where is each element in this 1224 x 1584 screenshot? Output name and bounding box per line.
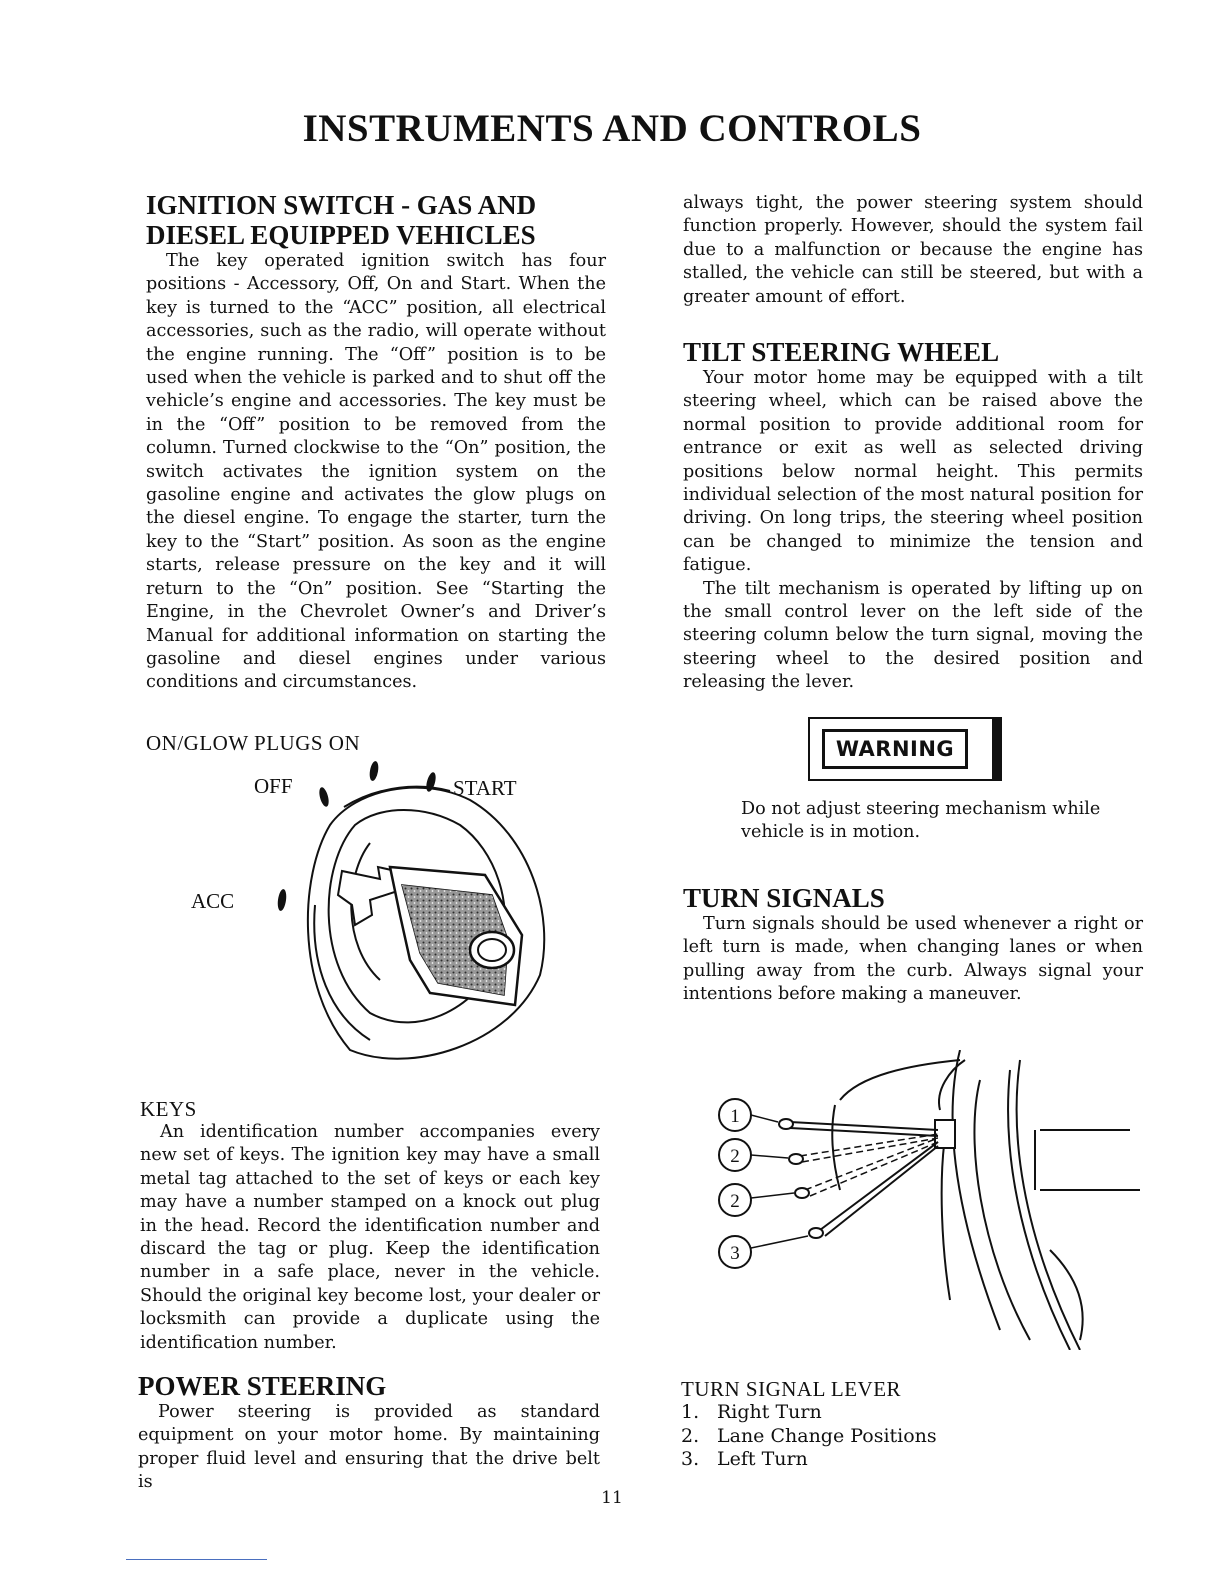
turn-signal-lever-list (681, 1401, 1141, 1472)
power-steering-body-right: always tight, the power steering system should function properly. However, should the system fail due to a malfunction or because the engine has stalled, the vehicle can still be steered, but with a greater amount of effort. (683, 193, 1143, 307)
list-item-text: Left Turn (717, 1448, 808, 1470)
callout-3 (719, 1236, 808, 1268)
list-item (681, 1425, 1141, 1449)
keys-body: An identification number accompanies every new set of keys. The ignition key may have a small metal tag attached to the set of keys or each key may have a number stamped on a knock out plug in the head. Record the identification number and discard the tag or plug. Keep the identification number in a safe place, never in the vehicle. Should the original key become lost, your dealer or locksmith can provide a duplicate using the identification number. (140, 1122, 600, 1353)
list-item-text: Lane Change Positions (717, 1424, 937, 1447)
turn-signal-lever-heading: TURN SIGNAL LEVER (681, 1377, 902, 1401)
callout-1-text: 1 (730, 1106, 740, 1127)
callout-2a (719, 1139, 788, 1171)
tilt-para1: Your motor home may be equipped with a tilt steering wheel, which can be raised above the normal position to provide additional room for entrance or exit as well as selected driving positions below normal height. This permits individual selection of the most natural position for driving. On long trips, the steering wheel position can be changed to minimize the tension and fatigue. (683, 368, 1143, 576)
warning-box (808, 717, 1002, 781)
tilt-heading: TILT STEERING WHEEL (683, 337, 1000, 367)
keys-heading: KEYS (140, 1097, 197, 1121)
tilt-section (683, 337, 1143, 695)
list-item-text: Right Turn (717, 1401, 822, 1423)
warning-text: Do not adjust steering mechanism while vehicle is in motion. (741, 799, 1101, 843)
ignition-body: The key operated ignition switch has four positions - Accessory, Off, On and Start. When the key is turned to the “ACC” position, all electrical accessories, such as the radio, will operate without the engine running. The “Off” position is to be used when the vehicle is parked and to shut off the vehicle’s engine and accessories. The key must be in the “Off” position to be removed from the column. Turned clockwise to the “On” position, the switch activates the ignition system on the gasoline engine and activates the glow plugs on the diesel engine. To engage the starter, turn the key to the “Start” position. As soon as the engine starts, release pressure on the key and it will return to the “On” position. See “Starting the Engine, in the Chevrolet Owner’s and Driver’s Manual for additional information on starting the gasoline and diesel engines under various conditions and circumstances. (146, 251, 606, 693)
callout-3-text: 3 (730, 1243, 740, 1264)
label-on-glow-plugs: ON/GLOW PLUGS ON (146, 731, 361, 755)
turn-signals-body: Turn signals should be used whenever a right or left turn is made, when changing lanes or when pulling away from the curb. Always signal your intentions before making a maneuver. (683, 914, 1143, 1005)
callout-2b-text: 2 (730, 1191, 740, 1212)
label-start: START (453, 776, 517, 800)
ignition-section (146, 190, 606, 695)
ignition-heading-line1: IGNITION SWITCH - GAS AND (146, 190, 537, 220)
page-title: INSTRUMENTS AND CONTROLS (302, 107, 922, 150)
callout-2a-text: 2 (730, 1146, 740, 1167)
ignition-key-illustration (260, 755, 560, 1065)
list-item-number: 3. (681, 1448, 700, 1470)
list-item-number: 2. (681, 1424, 700, 1447)
turn-signals-heading: TURN SIGNALS (683, 883, 885, 913)
power-steering-body-left: Power steering is provided as standard equipment on your motor home. By maintaining proper fluid level and ensuring that the drive belt is (138, 1402, 600, 1493)
keys-section (140, 1097, 600, 1355)
label-acc: ACC (191, 889, 235, 913)
list-item (681, 1401, 1141, 1425)
ignition-heading-line2: DIESEL EQUIPPED VEHICLES (146, 220, 536, 250)
turn-signals-section (683, 883, 1143, 1007)
turn-signal-lever-caption (681, 1377, 1141, 1472)
list-item-number: 1. (681, 1401, 700, 1423)
callout-2b (719, 1184, 794, 1216)
on-position-dot (368, 760, 379, 781)
power-steering-heading: POWER STEERING (138, 1371, 387, 1401)
callout-1 (719, 1099, 778, 1131)
page-number: 11 (601, 1488, 623, 1508)
acc-position-dot (277, 889, 288, 912)
warning-label: WARNING (822, 729, 968, 769)
tilt-para2: The tilt mechanism is operated by lifting up on the small control lever on the left side of the steering column below the turn signal, moving the steering wheel to the desired position and releasing the lever. (683, 578, 1143, 693)
power-steering-section (138, 1371, 600, 1495)
list-item (681, 1448, 1141, 1472)
turn-signal-lever-illustration (710, 1050, 1150, 1350)
footer-rule (126, 1559, 267, 1560)
label-off: OFF (254, 774, 293, 798)
off-position-dot (318, 786, 331, 807)
